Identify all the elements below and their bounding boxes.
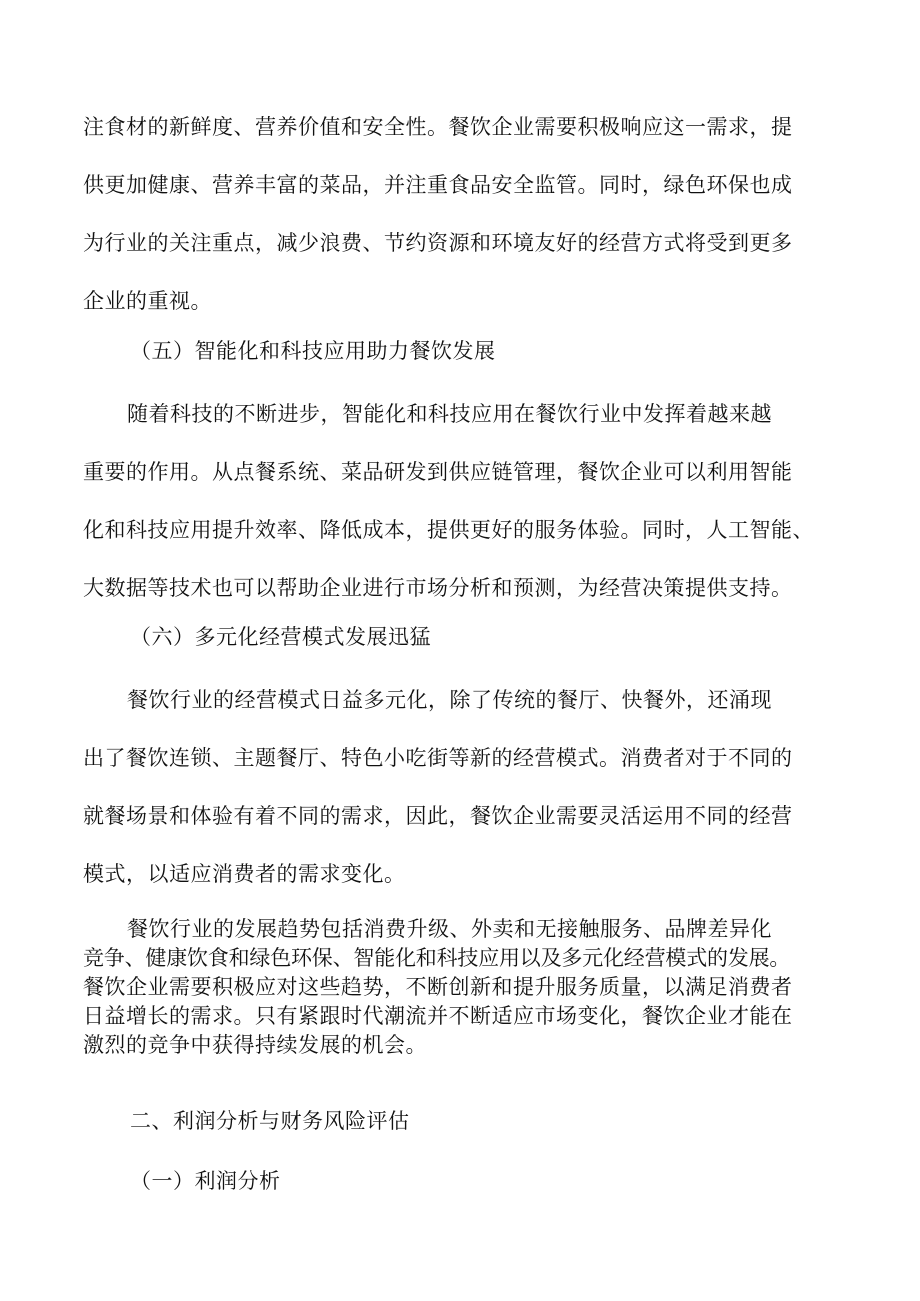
heading-section-5: （五）智能化和科技应用助力餐饮发展 (130, 339, 496, 363)
text-line: 化和科技应用提升效率、降低成本，提供更好的服务体验。同时，人工智能、 (83, 518, 814, 542)
text-line: 出了餐饮连锁、主题餐厅、特色小吃街等新的经营模式。消费者对于不同的 (83, 746, 793, 770)
text-line: 供更加健康、营养丰富的菜品，并注重食品安全监管。同时，绿色环保也成 (83, 173, 793, 197)
text-line: 日益增长的需求。只有紧跟时代潮流并不断适应市场变化，餐饮企业才能在 (83, 1004, 793, 1028)
text-line: 餐饮企业需要积极应对这些趋势，不断创新和提升服务质量，以满足消费者 (83, 975, 793, 999)
paragraph-green-environment (83, 98, 833, 330)
text-line: 大数据等技术也可以帮助企业进行市场分析和预测，为经营决策提供支持。 (83, 576, 793, 600)
text-line: 餐饮行业的经营模式日益多元化，除了传统的餐厅、快餐外，还涌现 (127, 688, 772, 712)
paragraph-smart-tech (83, 385, 833, 617)
text-line: 为行业的关注重点，减少浪费、节约资源和环境友好的经营方式将受到更多 (83, 231, 793, 255)
heading-part-2: 二、利润分析与财务风险评估 (130, 1109, 410, 1133)
text-line: 激烈的竞争中获得持续发展的机会。 (83, 1033, 427, 1057)
heading-section-6: （六）多元化经营模式发展迅猛 (130, 625, 431, 649)
text-line: 餐饮行业的发展趋势包括消费升级、外卖和无接触服务、品牌差异化 (127, 917, 772, 941)
text-line: 注食材的新鲜度、营养价值和安全性。餐饮企业需要积极响应这一需求，提 (83, 115, 793, 139)
text-line: 随着科技的不断进步，智能化和科技应用在餐饮行业中发挥着越来越 (127, 402, 772, 426)
text-line: 企业的重视。 (83, 289, 212, 313)
paragraph-summary (83, 915, 833, 1060)
text-line: 竞争、健康饮食和绿色环保、智能化和科技应用以及多元化经营模式的发展。 (83, 946, 791, 970)
heading-subsection-1: （一）利润分析 (130, 1169, 281, 1193)
text-line: 重要的作用。从点餐系统、菜品研发到供应链管理，餐饮企业可以利用智能 (83, 460, 793, 484)
text-line: 模式，以适应消费者的需求变化。 (83, 862, 406, 886)
paragraph-diversified-models (83, 671, 833, 903)
text-line: 就餐场景和体验有着不同的需求，因此，餐饮企业需要灵活运用不同的经营 (83, 804, 793, 828)
